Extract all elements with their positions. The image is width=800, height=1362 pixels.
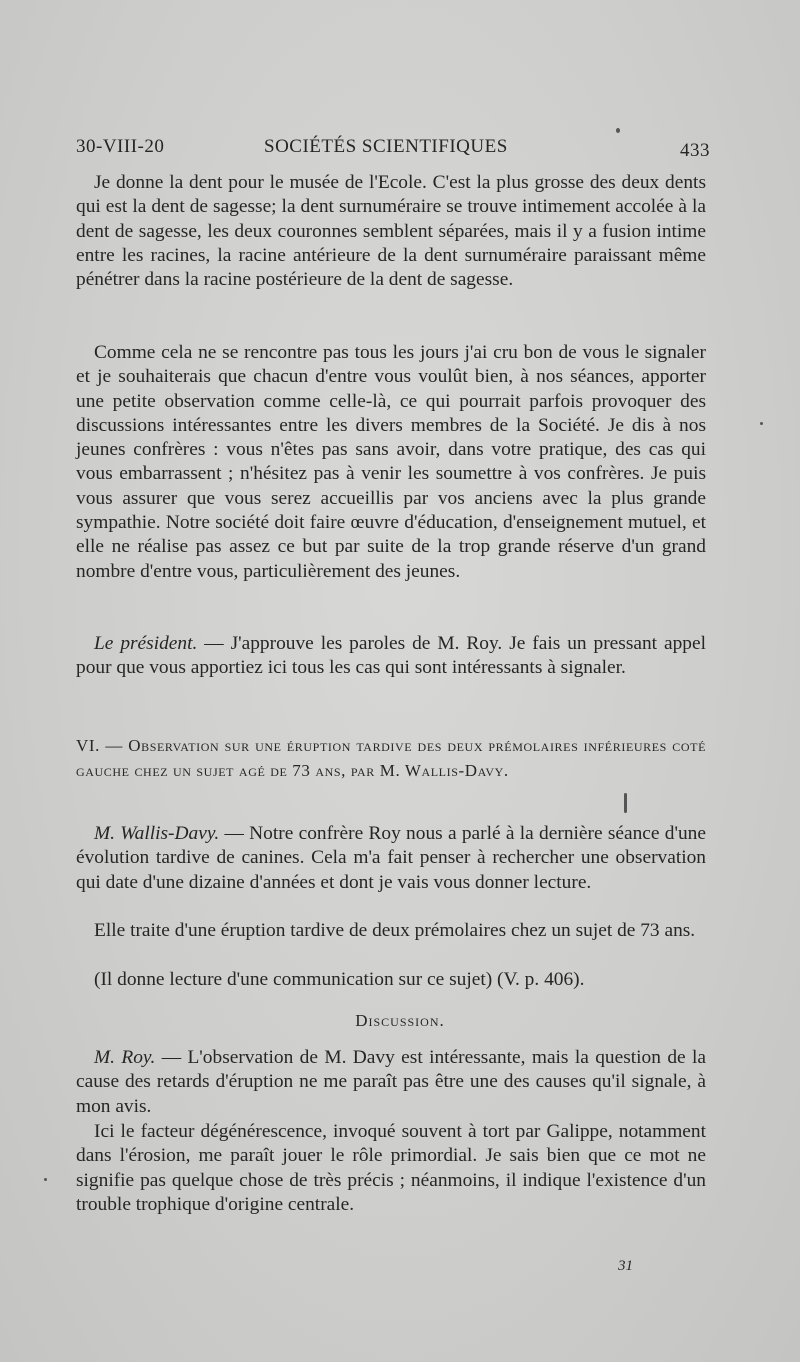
paragraph-7-body: — L'observation de M. Davy est intéressante, mais la question de la cause des retards d'éruption ne me paraît pas être une des causes qu'il signale, à mon avis. (76, 1047, 706, 1117)
paragraph-4-body: — Notre confrère Roy nous a parlé à la dernière séance d'une évolution tardive de canines. Cela m'a fait penser à rechercher une observation qui date d'une dizaine d'années et dont je vais vous donner lecture. (76, 823, 706, 893)
ink-speck (616, 128, 620, 133)
page-number: 433 (680, 140, 710, 161)
paragraph-1 (76, 171, 706, 292)
section-number: VI. — (76, 736, 129, 755)
running-header (76, 136, 710, 164)
paragraph-8-text: Ici le facteur dégénérescence, invoqué souvent à tort par Galippe, notamment dans l'érosion, me paraît jouer le rôle primordial. Je sais bien que ce mot ne signifie pas quelque chose de très précis ; néanmoins, il indique l'existence d'un trouble trophique d'origine centrale. (76, 1121, 706, 1215)
paragraph-8 (76, 1120, 706, 1217)
speaker-wallis-davy: M. Wallis-Davy. (94, 823, 220, 844)
ink-speck (44, 1178, 47, 1181)
speaker-president: Le président. (94, 633, 198, 654)
paragraph-2-text: Comme cela ne se rencontre pas tous les jours j'ai cru bon de vous le signaler et je souhaiterais que chacun d'entre vous voulût bien, à nos séances, apporter une petite observation comme celle-là, ce qui pourrait parfois provoquer des discussions intéressantes entre les divers membres de la Société. Je dis à nos jeunes confrères : vous n'êtes pas sans avoir, dans votre pratique, des cas qui vous embarrassent ; n'hésitez pas à venir les soumettre à vos confrères. Je puis vous assurer que vous serez accueillis par vos anciens avec la plus grande sympathie. Notre société doit faire œuvre d'éducation, d'enseignement mutuel, et elle ne réalise pas assez ce but par suite de la trop grande réserve d'un grand nombre d'entre vous, particulièrement des jeunes. (76, 342, 706, 582)
paragraph-4 (76, 822, 706, 895)
paragraph-1-text: Je donne la dent pour le musée de l'Ecole. C'est la plus grosse des deux dents qui est la dent de sagesse; la dent surnuméraire se trouve intimement accolée à la dent de sagesse, les deux couronnes semblent séparées, mais il y a fusion intime entre les racines, la racine antérieure de la dent surnuméraire paraissant même pénétrer dans la racine postérieure de la dent de sagesse. (76, 172, 706, 291)
paragraph-7 (76, 1046, 706, 1119)
section-title (76, 733, 706, 783)
paragraph-6 (76, 968, 706, 992)
paragraph-3 (76, 632, 706, 681)
header-title: SOCIÉTÉS SCIENTIFIQUES (264, 136, 508, 157)
paragraph-7-text (76, 1046, 706, 1119)
speaker-roy: M. Roy. (94, 1047, 156, 1068)
paragraph-5-text: Elle traite d'une éruption tardive de deux prémolaires chez un sujet de 73 ans. (94, 920, 696, 941)
paragraph-5 (76, 919, 706, 943)
header-date: 30-VIII-20 (76, 136, 165, 157)
discussion-heading: Discussion. (355, 1011, 445, 1030)
paragraph-6-text: (Il donne lecture d'une communication sur ce sujet) (V. p. 406). (94, 969, 585, 990)
paragraph-3-body: — J'approuve les paroles de M. Roy. Je fais un pressant appel pour que vous apportiez ici tous les cas qui sont intéressants à signaler. (76, 633, 706, 679)
section-title-text: Observation sur une éruption tardive des deux prémolaires inférieures coté gauche chez un sujet agé de 73 ans, par M. Wallis-Davy. (76, 736, 706, 780)
paragraph-3-text (76, 632, 706, 681)
signature-mark: 31 (618, 1258, 633, 1274)
paragraph-4-text (76, 822, 706, 895)
ink-speck (624, 793, 627, 813)
paragraph-2 (76, 341, 706, 584)
ink-speck (760, 422, 763, 425)
